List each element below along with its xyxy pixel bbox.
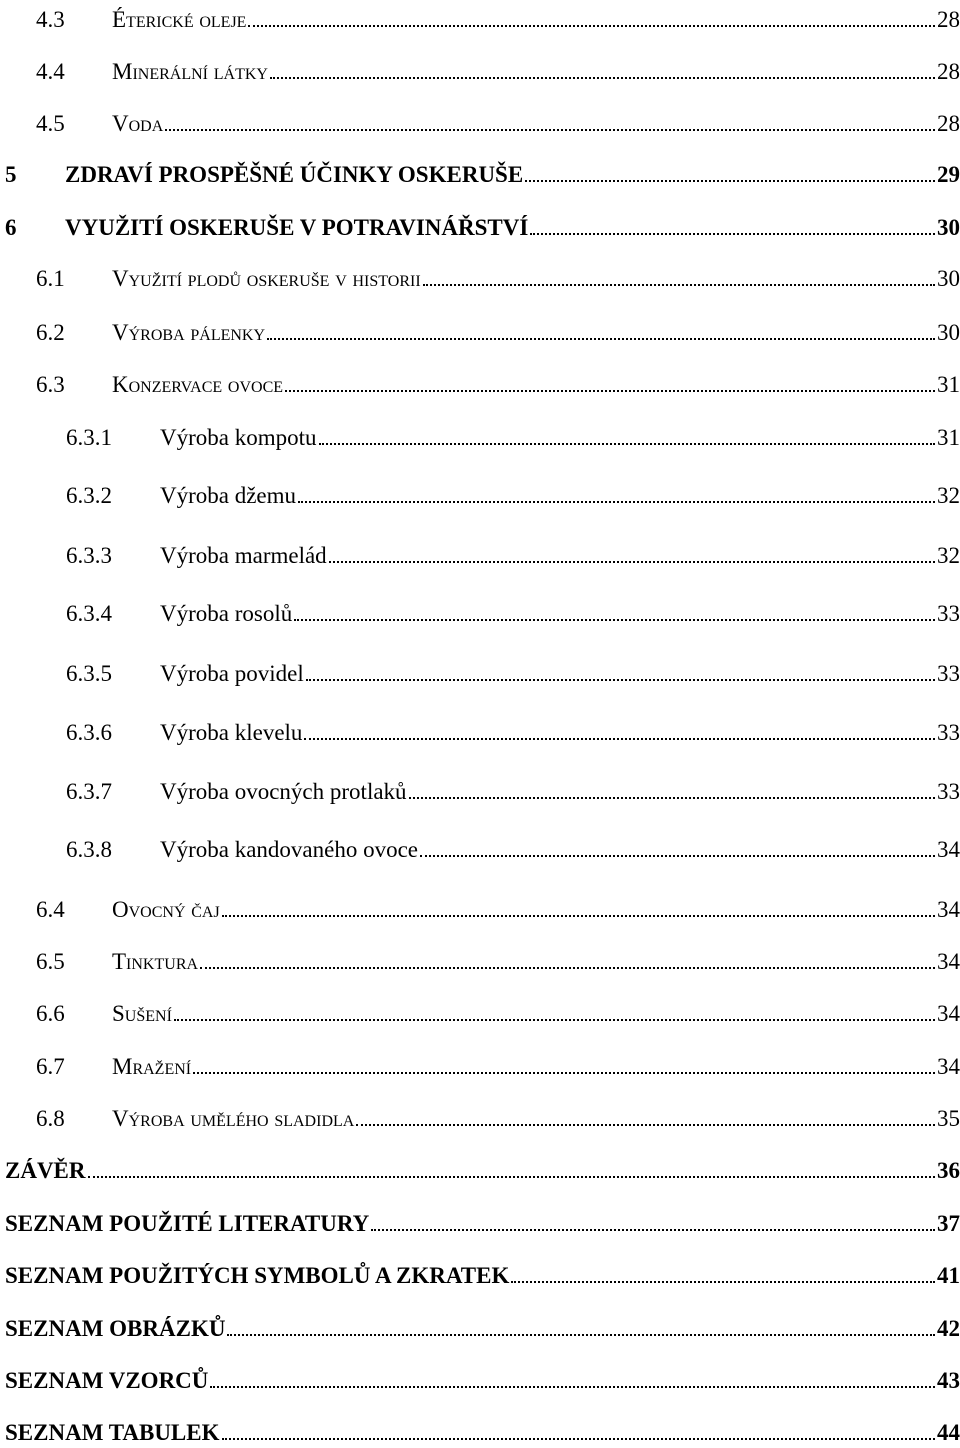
toc-entry[interactable]: [5, 1366, 960, 1396]
toc-entry-number: 6.6: [36, 1001, 65, 1026]
toc-entry-title: VYUŽITÍ OSKERUŠE V POTRAVINÁŘSTVÍ: [65, 215, 529, 240]
toc-entry[interactable]: [5, 213, 960, 243]
toc-entry[interactable]: [66, 835, 960, 865]
toc-entry-page-number: 34: [937, 1001, 960, 1026]
toc-entry-title: Minerální látky: [112, 59, 268, 84]
toc-entry-title: SEZNAM POUŽITÉ LITERATURY: [5, 1211, 370, 1236]
toc-entry-page-number: 31: [937, 425, 960, 450]
toc-entry-number: 6.3: [36, 372, 65, 397]
toc-entry-page-number: 37: [937, 1211, 960, 1236]
toc-entry-page-number: 32: [937, 543, 960, 568]
toc-entry-page-number: 34: [937, 897, 960, 922]
toc-entry-title: Ovocný čaj: [112, 897, 220, 922]
toc-entry[interactable]: [66, 481, 960, 511]
toc-entry-title: SEZNAM POUŽITÝCH SYMBOLŮ A ZKRATEK: [5, 1263, 510, 1288]
toc-entry-number: 6.3.1: [66, 425, 112, 450]
toc-dot-leader: [409, 797, 935, 799]
toc-entry-title: ZDRAVÍ PROSPĚŠNÉ ÚČINKY OSKERUŠE: [65, 162, 524, 187]
toc-entry-number: 6.2: [36, 320, 65, 345]
toc-dot-leader: [329, 561, 935, 563]
toc-dot-leader: [530, 233, 935, 235]
toc-entry-title: Výroba džemu: [160, 483, 297, 508]
toc-dot-leader: [270, 77, 935, 79]
toc-entry-page-number: 33: [937, 601, 960, 626]
toc-entry[interactable]: [66, 423, 960, 453]
toc-entry-page-number: 34: [937, 949, 960, 974]
toc-entry-number: 4.3: [36, 7, 65, 32]
toc-entry-title: Konzervace ovoce: [112, 372, 284, 397]
toc-dot-leader: [423, 284, 935, 286]
toc-entry-number: 6.4: [36, 897, 65, 922]
toc-dot-leader: [356, 1124, 935, 1126]
toc-dot-leader: [193, 1072, 935, 1074]
toc-entry[interactable]: [5, 1156, 960, 1186]
toc-entry-title: Výroba umělého sladidla: [112, 1106, 355, 1131]
toc-entry-page-number: 36: [937, 1158, 960, 1183]
toc-entry-page-number: 43: [937, 1368, 960, 1393]
toc-dot-leader: [267, 338, 935, 340]
toc-entry-title: Výroba klevelu: [160, 720, 303, 745]
toc-entry-title: ZÁVĚR: [5, 1158, 86, 1183]
toc-entry-title: Využití plodů oskeruše v historii: [112, 266, 421, 291]
toc-entry[interactable]: [5, 1314, 960, 1344]
toc-entry-page-number: 30: [937, 215, 960, 240]
toc-dot-leader: [222, 1438, 935, 1440]
toc-entry-page-number: 34: [937, 837, 960, 862]
toc-entry-number: 6.7: [36, 1054, 65, 1079]
toc-dot-leader: [525, 180, 935, 182]
toc-dot-leader: [165, 129, 935, 131]
toc-dot-leader: [420, 855, 935, 857]
toc-entry-number: 6: [5, 215, 17, 240]
toc-entry-page-number: 28: [937, 59, 960, 84]
toc-entry-number: 6.3.4: [66, 601, 112, 626]
toc-entry-title: Výroba kandovaného ovoce: [160, 837, 419, 862]
toc-entry[interactable]: [36, 109, 960, 139]
toc-dot-leader: [319, 443, 935, 445]
toc-entry-title: Výroba marmelád: [160, 543, 327, 568]
toc-dot-leader: [511, 1281, 935, 1283]
toc-dot-leader: [285, 390, 935, 392]
toc-dot-leader: [298, 501, 935, 503]
toc-entry-number: 6.3.5: [66, 661, 112, 686]
toc-entry-title: Sušení: [112, 1001, 172, 1026]
toc-entry-number: 6.5: [36, 949, 65, 974]
toc-entry[interactable]: [36, 5, 960, 35]
toc-dot-leader: [248, 25, 935, 27]
toc-entry-title: SEZNAM VZORCŮ: [5, 1368, 209, 1393]
toc-entry-number: 6.3.8: [66, 837, 112, 862]
toc-entry-page-number: 29: [937, 162, 960, 187]
toc-dot-leader: [200, 967, 935, 969]
toc-entry-title: SEZNAM TABULEK: [5, 1420, 220, 1445]
toc-entry-title: Výroba pálenky: [112, 320, 266, 345]
toc-entry[interactable]: [36, 895, 960, 925]
toc-dot-leader: [222, 915, 935, 917]
toc-entry-title: Tinktura: [112, 949, 199, 974]
toc-entry[interactable]: [5, 1261, 960, 1291]
toc-dot-leader: [210, 1386, 935, 1388]
toc-entry[interactable]: [36, 1052, 960, 1082]
toc-entry-title: Mražení: [112, 1054, 192, 1079]
toc-dot-leader: [304, 738, 935, 740]
toc-entry-number: 6.3.3: [66, 543, 112, 568]
toc-entry-page-number: 35: [937, 1106, 960, 1131]
toc-entry[interactable]: [36, 264, 960, 294]
toc-entry-title: Výroba kompotu: [160, 425, 317, 450]
toc-entry-title: Výroba ovocných protlaků: [160, 779, 407, 804]
toc-entry[interactable]: [36, 318, 960, 348]
toc-entry[interactable]: [66, 718, 960, 748]
toc-dot-leader: [174, 1019, 935, 1021]
toc-entry-number: 6.3.6: [66, 720, 112, 745]
toc-entry[interactable]: [5, 1209, 960, 1239]
toc-dot-leader: [227, 1334, 935, 1336]
toc-entry-number: 6.1: [36, 266, 65, 291]
toc-entry[interactable]: [66, 777, 960, 807]
toc-dot-leader: [306, 679, 935, 681]
toc-entry-number: 6.3.7: [66, 779, 112, 804]
toc-entry-page-number: 33: [937, 661, 960, 686]
toc-entry[interactable]: [36, 947, 960, 977]
toc-entry-page-number: 31: [937, 372, 960, 397]
toc-entry-page-number: 42: [937, 1316, 960, 1341]
toc-entry-number: 6.3.2: [66, 483, 112, 508]
toc-entry-page-number: 33: [937, 720, 960, 745]
toc-entry-title: SEZNAM OBRÁZKŮ: [5, 1316, 226, 1341]
toc-entry[interactable]: [36, 1104, 960, 1134]
toc-entry-page-number: 44: [937, 1420, 960, 1445]
toc-entry-page-number: 30: [937, 266, 960, 291]
toc-entry-page-number: 33: [937, 779, 960, 804]
toc-entry-page-number: 28: [937, 111, 960, 136]
toc-entry-page-number: 28: [937, 7, 960, 32]
toc-entry[interactable]: [36, 999, 960, 1029]
toc-entry[interactable]: [36, 57, 960, 87]
toc-entry[interactable]: [66, 659, 960, 689]
toc-entry-page-number: 41: [937, 1263, 960, 1288]
toc-entry-title: Výroba rosolů: [160, 601, 293, 626]
toc-entry-page-number: 32: [937, 483, 960, 508]
toc-entry[interactable]: [66, 599, 960, 629]
toc-dot-leader: [371, 1229, 935, 1231]
toc-entry-title: Výroba povidel: [160, 661, 304, 686]
toc-entry-page-number: 30: [937, 320, 960, 345]
toc-entry-number: 5: [5, 162, 17, 187]
toc-entry-title: Voda: [112, 111, 164, 136]
toc-dot-leader: [88, 1176, 935, 1178]
toc-entry-title: Éterické oleje: [112, 7, 247, 32]
toc-entry-number: 4.5: [36, 111, 65, 136]
toc-entry[interactable]: [5, 160, 960, 190]
toc-entry-number: 4.4: [36, 59, 65, 84]
toc-entry[interactable]: [66, 541, 960, 571]
toc-entry-number: 6.8: [36, 1106, 65, 1131]
toc-dot-leader: [294, 619, 935, 621]
toc-entry[interactable]: [36, 370, 960, 400]
toc-entry-page-number: 34: [937, 1054, 960, 1079]
